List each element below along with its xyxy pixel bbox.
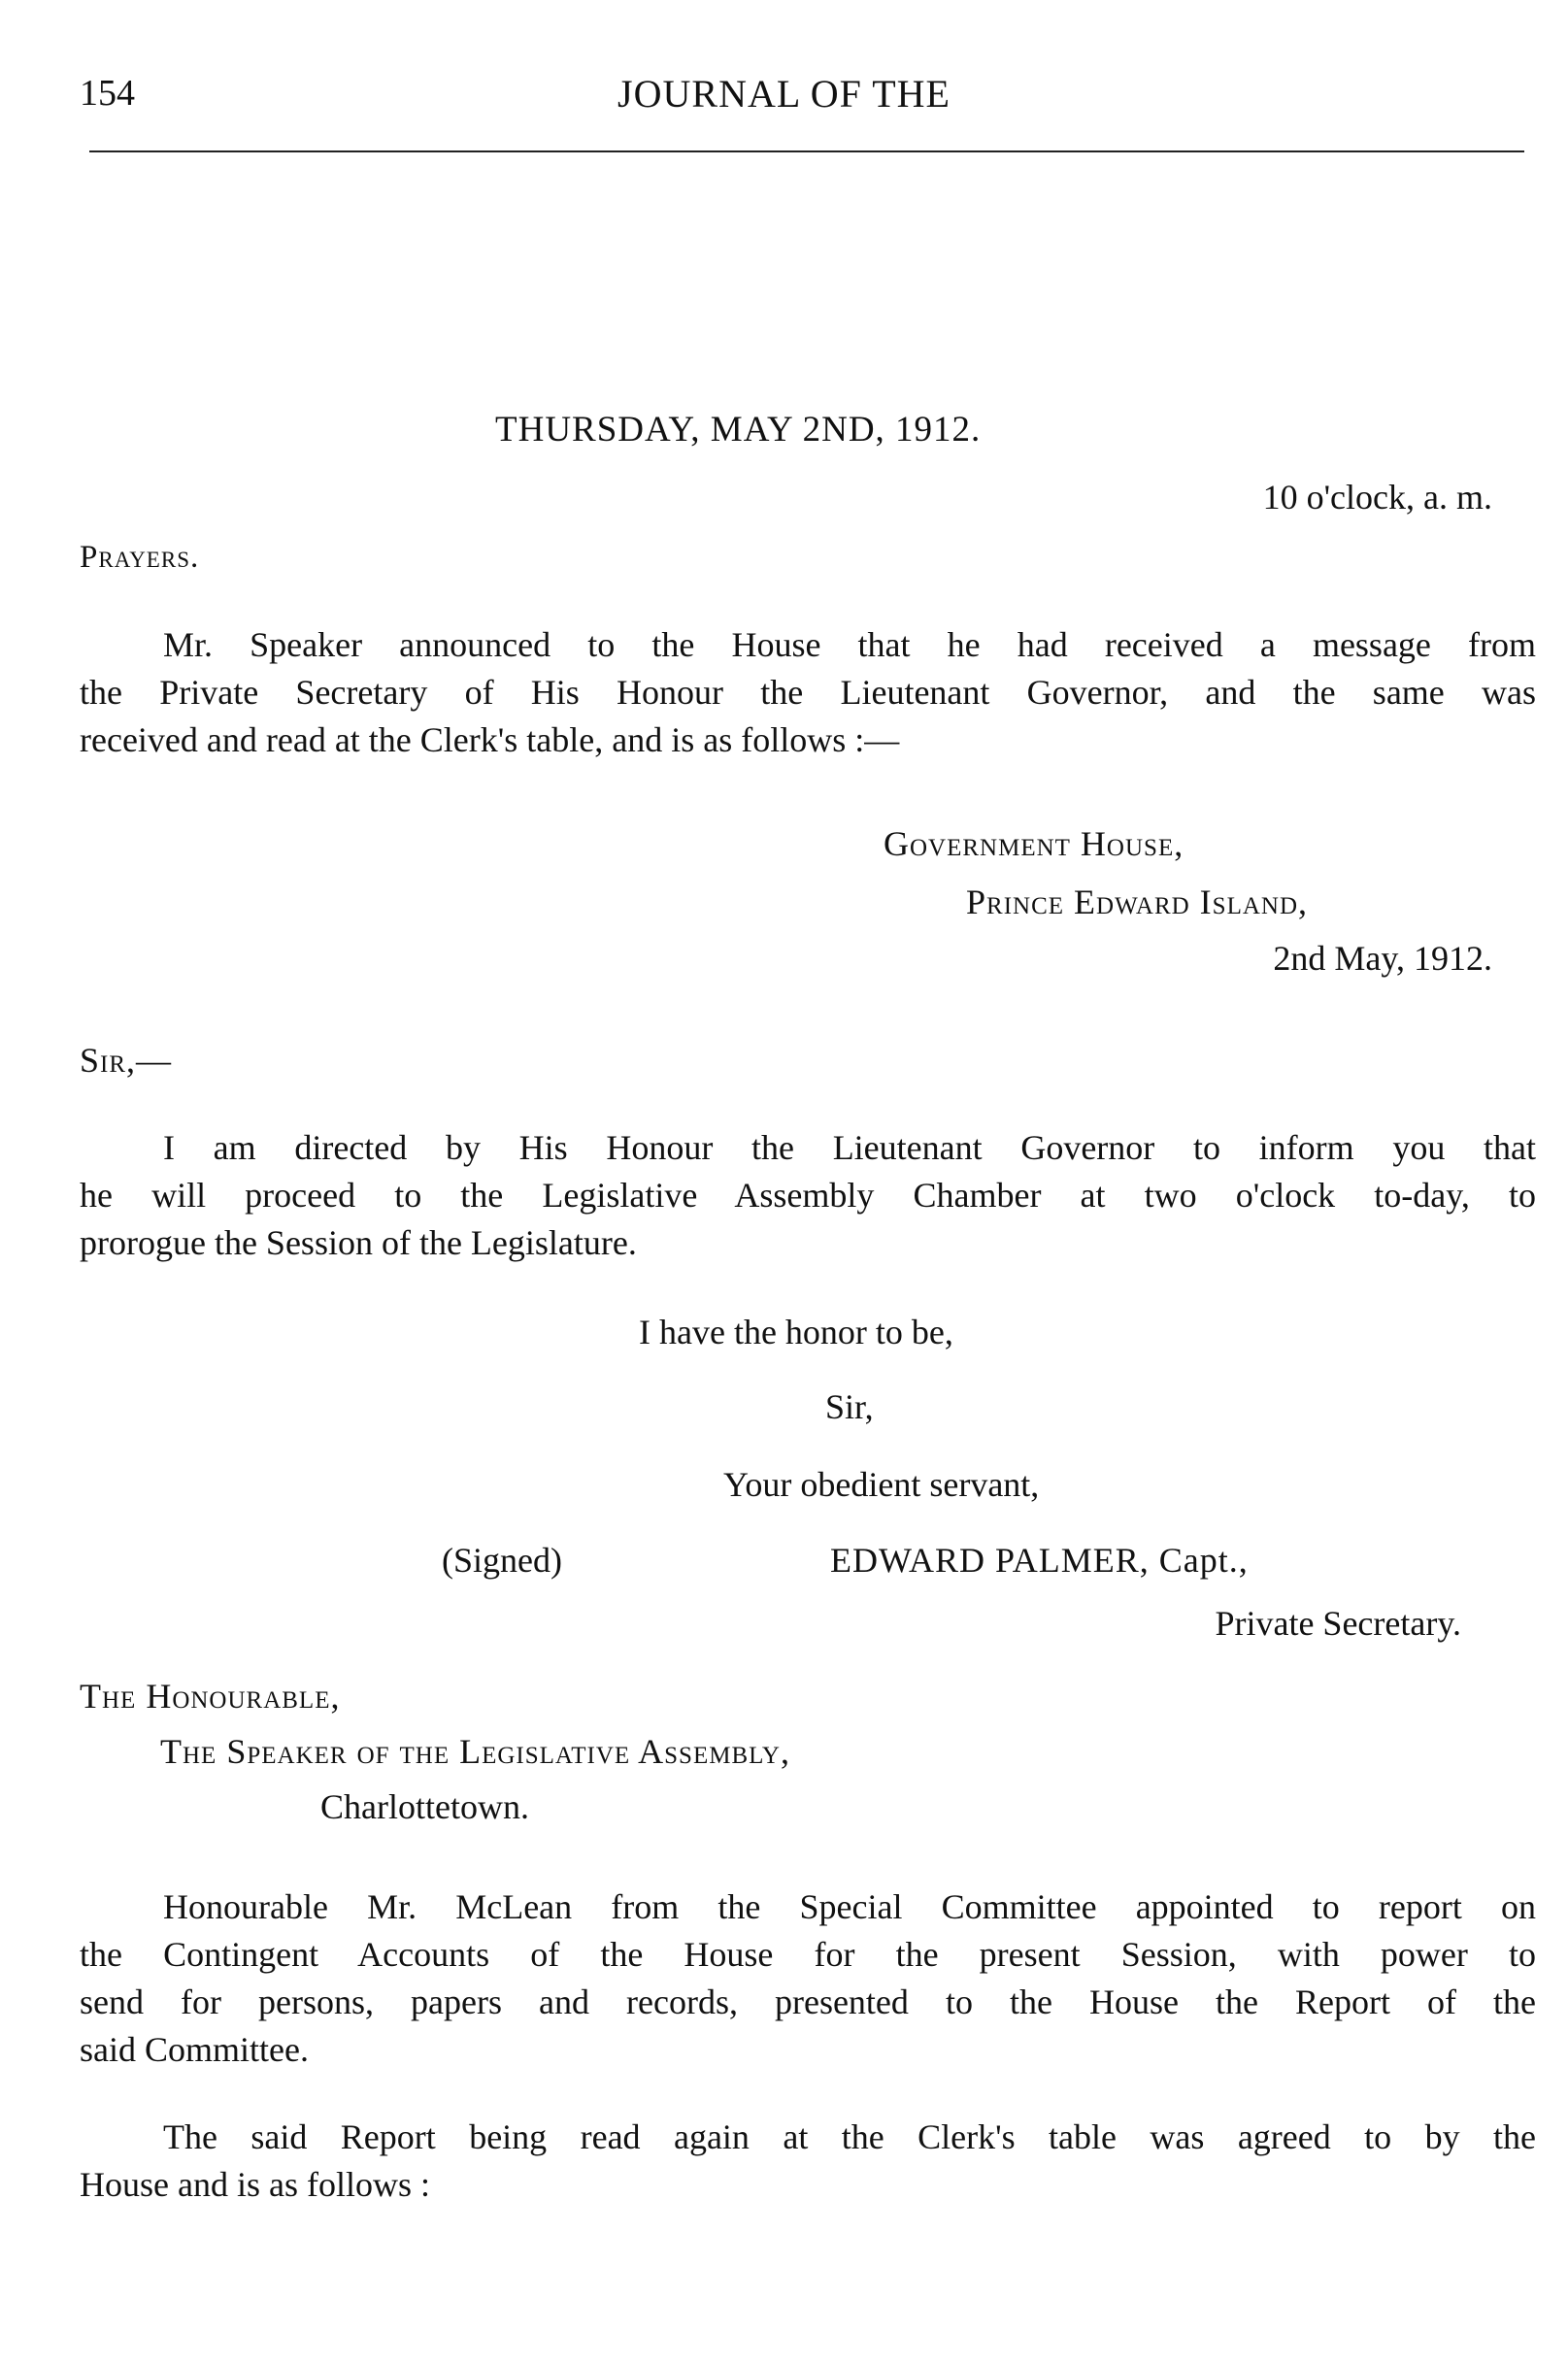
announcement-line: Mr. Speaker announced to the House that he had received a message from [163,625,1536,664]
committee-line: said Committee. [80,2030,309,2069]
letter-body [80,1124,1536,1267]
header-rule [89,150,1524,152]
signed-label: (Signed) [442,1541,562,1580]
signatory-name: EDWARD PALMER, Capt., [830,1541,1249,1580]
recipient-line-1: The Honourable, [80,1677,341,1716]
letter-body-line: prorogue the Session of the Legislature. [80,1223,637,1262]
announcement-paragraph [80,621,1536,764]
committee-line: the Contingent Accounts of the House for the present Session, with power to [80,1935,1536,1974]
committee-line: Honourable Mr. McLean from the Special Committee appointed to report on [163,1887,1536,1926]
address-line-1: Government House, [884,824,1184,863]
report-paragraph [80,2114,1536,2209]
closing-line-3: Your obedient servant, [723,1465,1040,1504]
closing-line-2: Sir, [825,1387,874,1426]
page-number: 154 [80,73,135,114]
salutation: Sir,— [80,1041,173,1080]
report-line: The said Report being read again at the Clerk's table was agreed to by the [163,2117,1536,2156]
recipient-line-3: Charlottetown. [320,1787,529,1826]
recipient-line-2: The Speaker of the Legislative Assembly, [160,1732,790,1771]
time-heading: 10 o'clock, a. m. [1262,478,1492,517]
date-heading: THURSDAY, MAY 2ND, 1912. [495,410,982,450]
signatory-title: Private Secretary. [1215,1604,1461,1643]
report-line: House and is as follows : [80,2165,430,2204]
prayers-heading: Prayers. [80,540,200,575]
letter-body-line: I am directed by His Honour the Lieutenant Governor to inform you that [163,1128,1536,1167]
announcement-line: received and read at the Clerk's table, and is as follows :— [80,720,900,759]
letter-body-line: he will proceed to the Legislative Assembly Chamber at two o'clock to-day, to [80,1176,1536,1215]
address-line-2: Prince Edward Island, [966,883,1308,921]
committee-line: send for persons, papers and records, presented to the House the Report of the [80,1983,1536,2021]
committee-paragraph [80,1883,1536,2074]
closing-line-1: I have the honor to be, [639,1313,953,1351]
running-title: JOURNAL OF THE [617,72,951,116]
address-date: 2nd May, 1912. [1273,939,1492,978]
announcement-line: the Private Secretary of His Honour the Lieutenant Governor, and the same was [80,673,1536,712]
